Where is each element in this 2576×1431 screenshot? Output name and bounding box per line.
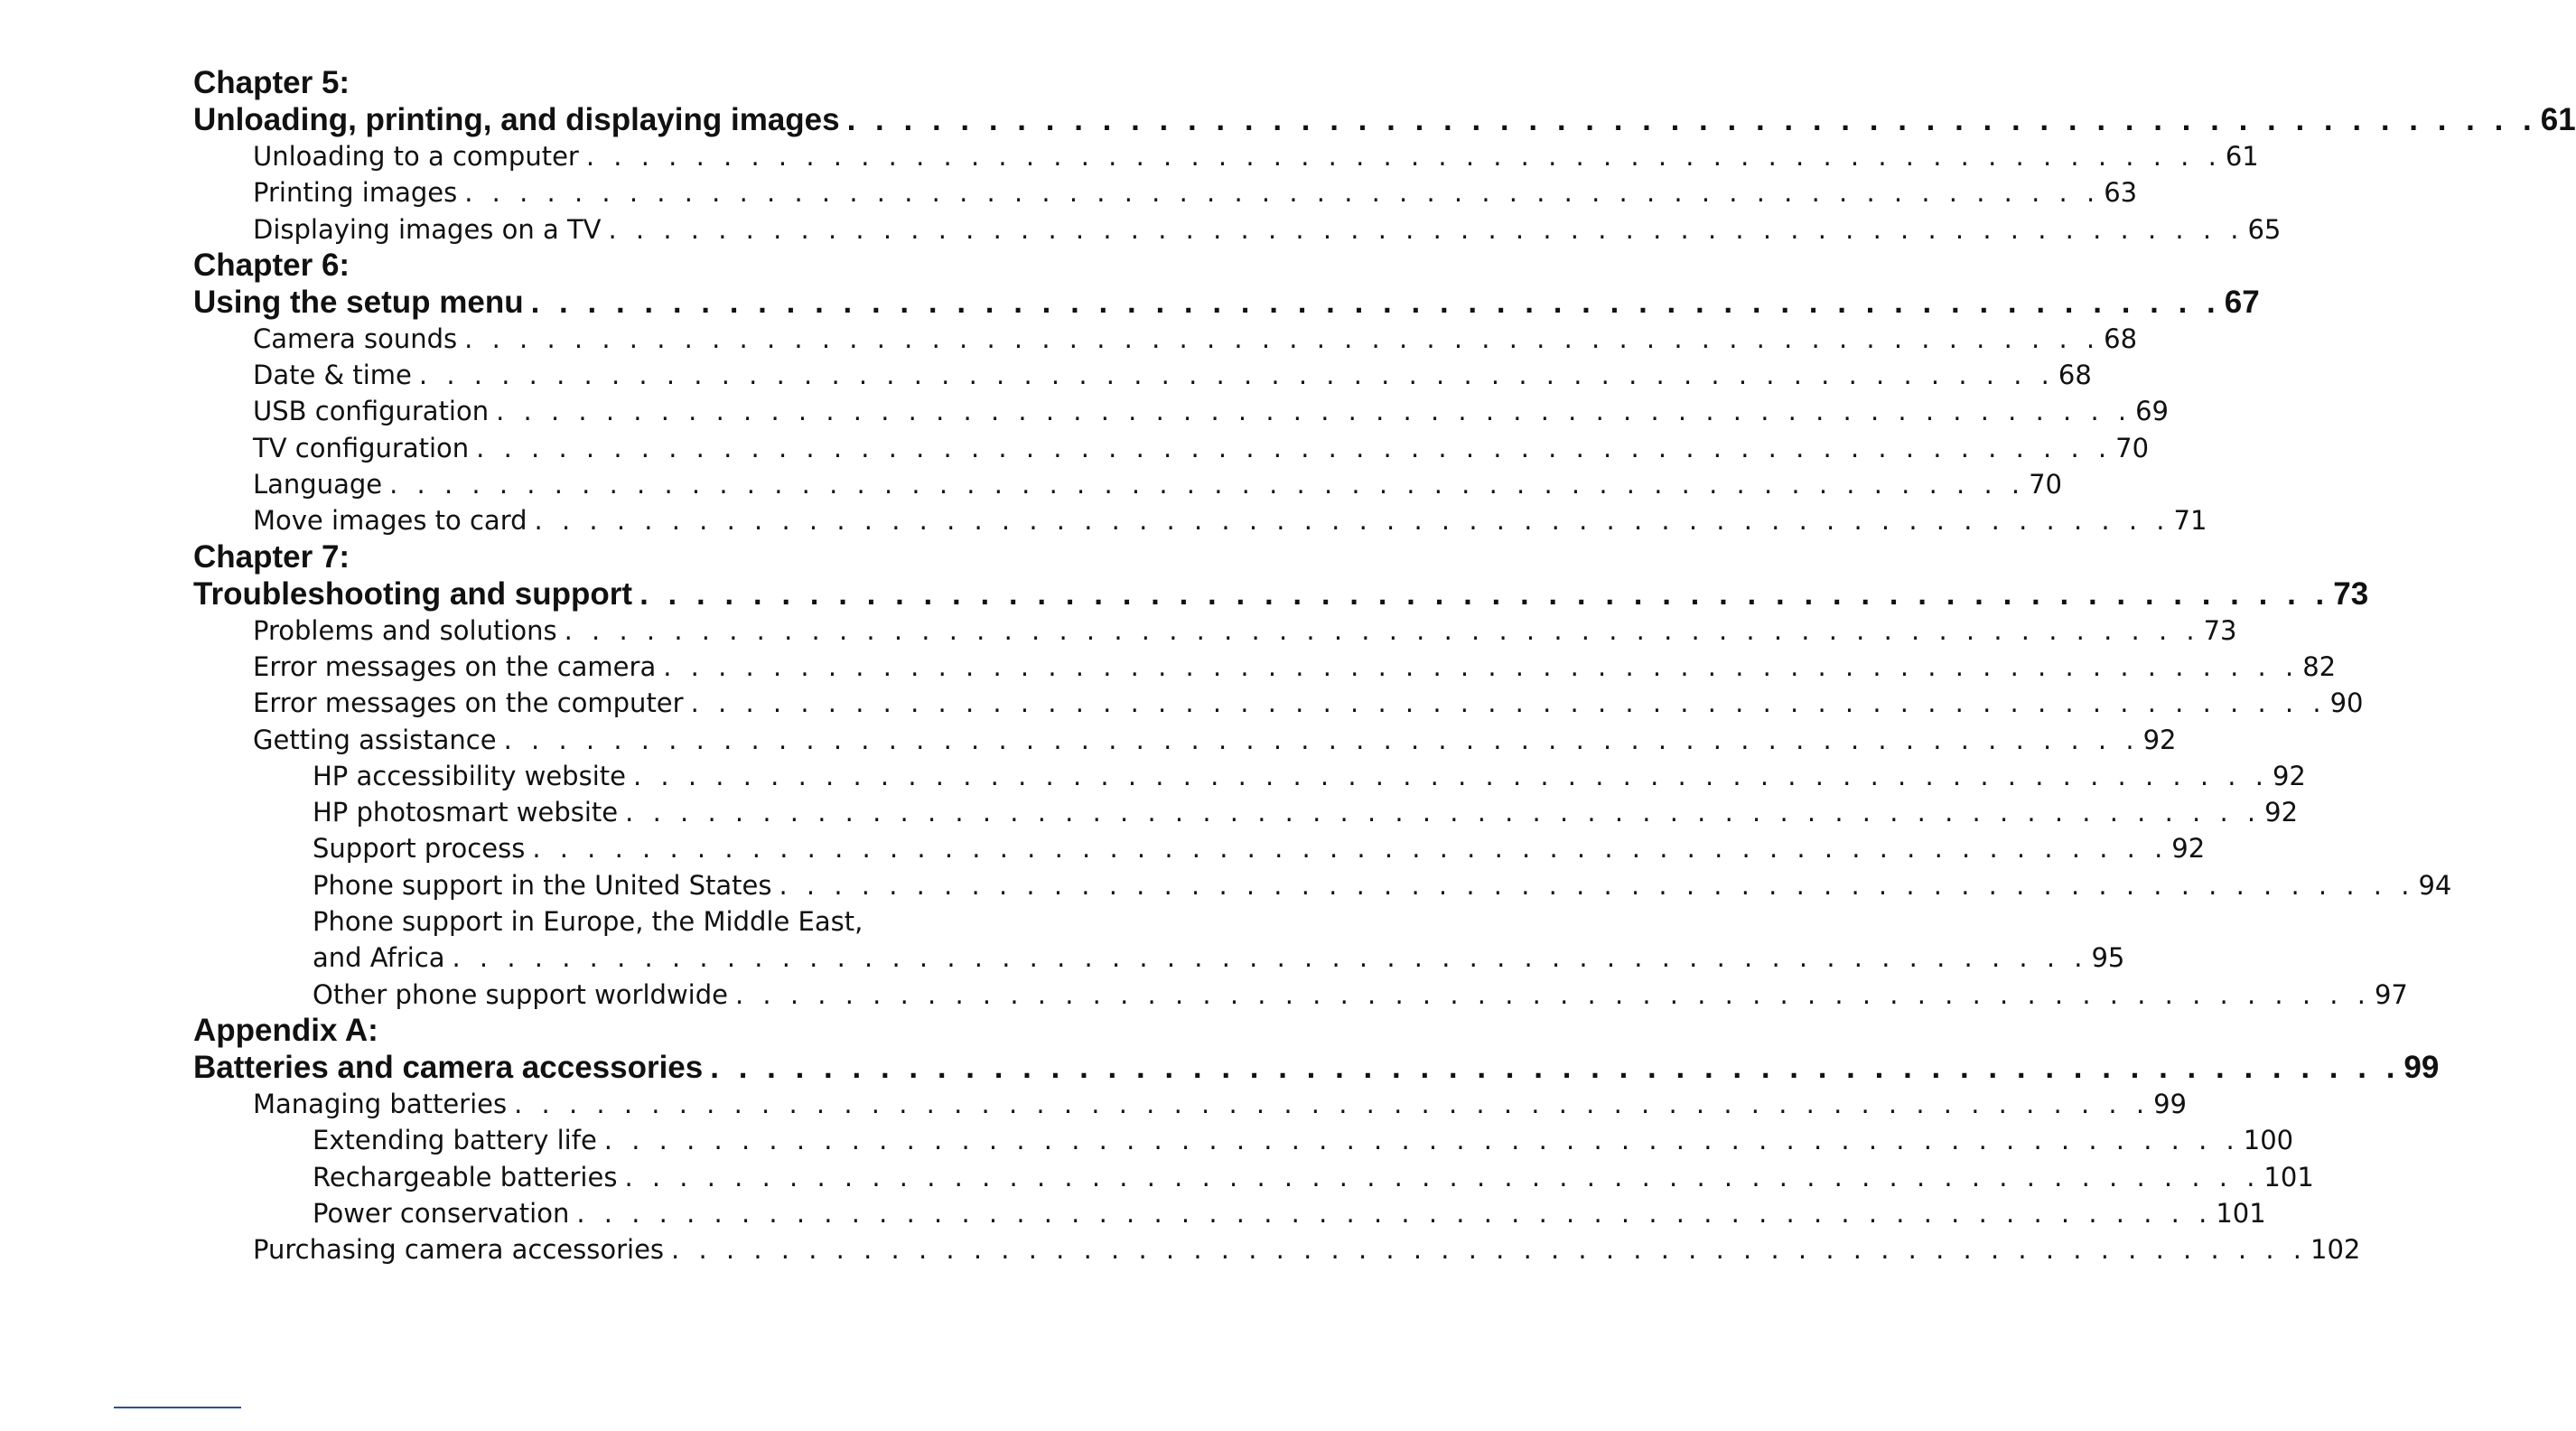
page-number: 73 [2333, 575, 2369, 612]
toc-subentry[interactable] [193, 1159, 2314, 1195]
entry-title: and Africa [313, 942, 445, 974]
chapter-label: Chapter 7: [193, 538, 350, 575]
page-number: 67 [2224, 284, 2260, 320]
entry-title-line[interactable]: Phone support in Europe, the Middle East, [313, 906, 863, 938]
entry-title: Power conservation [313, 1197, 570, 1229]
dot-leader: . . . . . . . . . . . . . . . . . . . . . . . . . . . . . . . . . . . . . . . . . . . . . . . . . . . . . . . . . . . . [452, 942, 2088, 974]
entry-title: Phone support in the United States [313, 869, 772, 901]
dot-leader: . . . . . . . . . . . . . . . . . . . . . . . . . . . . . . . . . . . . . . . . . . . . . . . . . . . . . . . . . . . . [690, 687, 2327, 719]
dot-leader: . . . . . . . . . . . . . . . . . . . . . . . . . . . . . . . . . . . . . . . . . . . . . . . . . . . . . . . . . . . . [418, 360, 2055, 391]
page-number: 69 [2135, 396, 2170, 427]
entry-title: Error messages on the computer [253, 687, 684, 719]
dot-leader: . . . . . . . . . . . . . . . . . . . . . . . . . . . . . . . . . . . . . . . . . . . . . . . . . . . . . . . . . . . . [585, 141, 2222, 172]
toc-chapter-entry[interactable] [193, 101, 2576, 138]
dot-leader: . . . . . . . . . . . . . . . . . . . . . . . . . . . . . . . . . . . . . . . . . . . . . . . . . . . . . . . . . . . . [710, 1049, 2401, 1085]
toc-subentry[interactable] [193, 830, 2206, 866]
page-number: 65 [2247, 213, 2282, 245]
dot-leader: . . . . . . . . . . . . . . . . . . . . . . . . . . . . . . . . . . . . . . . . . . . . . . . . . . . . . . . . . . . . [779, 869, 2415, 901]
toc-subentry[interactable] [193, 867, 2452, 903]
entry-title: Support process [313, 833, 526, 865]
toc-entry[interactable] [193, 321, 2138, 357]
toc-entry[interactable] [193, 174, 2138, 210]
page-number: 82 [2302, 650, 2337, 682]
toc-chapter-entry[interactable] [193, 1049, 2440, 1086]
entry-title: HP accessibility website [313, 760, 626, 791]
dot-leader: . . . . . . . . . . . . . . . . . . . . . . . . . . . . . . . . . . . . . . . . . . . . . . . . . . . . . . . . . . . . [639, 575, 2330, 612]
toc-chapter-entry[interactable] [193, 284, 2260, 321]
page-number: 95 [2091, 942, 2125, 974]
dot-leader: . . . . . . . . . . . . . . . . . . . . . . . . . . . . . . . . . . . . . . . . . . . . . . . . . . . . . . . . . . . . [476, 432, 2113, 463]
toc-entry[interactable] [193, 138, 2259, 174]
entry-title: Camera sounds [253, 323, 458, 354]
entry-title: Managing batteries [253, 1088, 508, 1119]
toc-entry[interactable] [193, 211, 2282, 248]
page-number: 71 [2173, 505, 2207, 537]
dot-leader: . . . . . . . . . . . . . . . . . . . . . . . . . . . . . . . . . . . . . . . . . . . . . . . . . . . . . . . . . . . . [503, 724, 2140, 755]
dot-leader: . . . . . . . . . . . . . . . . . . . . . . . . . . . . . . . . . . . . . . . . . . . . . . . . . . . . . . . . . . . . [671, 1234, 2308, 1266]
toc-entry[interactable] [193, 1231, 2361, 1267]
toc-subentry[interactable] [193, 1122, 2294, 1158]
dot-leader: . . . . . . . . . . . . . . . . . . . . . . . . . . . . . . . . . . . . . . . . . . . . . . . . . . . . . . . . . . . . [464, 177, 2101, 209]
footer-rule [114, 1407, 241, 1408]
page-number: 68 [2058, 360, 2092, 391]
dot-leader: . . . . . . . . . . . . . . . . . . . . . . . . . . . . . . . . . . . . . . . . . . . . . . . . . . . . . . . . . . . . [530, 284, 2221, 320]
toc-entry[interactable] [193, 502, 2207, 538]
dot-leader: . . . . . . . . . . . . . . . . . . . . . . . . . . . . . . . . . . . . . . . . . . . . . . . . . . . . . . . . . . . . [389, 469, 2026, 500]
dot-leader: . . . . . . . . . . . . . . . . . . . . . . . . . . . . . . . . . . . . . . . . . . . . . . . . . . . . . . . . . . . . [496, 396, 2133, 427]
dot-leader: . . . . . . . . . . . . . . . . . . . . . . . . . . . . . . . . . . . . . . . . . . . . . . . . . . . . . . . . . . . . [564, 614, 2200, 646]
toc-entry[interactable] [193, 393, 2170, 429]
entry-title: Extending battery life [313, 1125, 597, 1156]
chapter-title: Unloading, printing, and displaying images [193, 102, 840, 137]
page-number: 99 [2153, 1088, 2187, 1119]
dot-leader: . . . . . . . . . . . . . . . . . . . . . . . . . . . . . . . . . . . . . . . . . . . . . . . . . . . . . . . . . . . . [624, 1161, 2261, 1192]
page-number: 92 [2171, 833, 2206, 865]
dot-leader: . . . . . . . . . . . . . . . . . . . . . . . . . . . . . . . . . . . . . . . . . . . . . . . . . . . . . . . . . . . . [846, 102, 2537, 137]
dot-leader: . . . . . . . . . . . . . . . . . . . . . . . . . . . . . . . . . . . . . . . . . . . . . . . . . . . . . . . . . . . . [663, 650, 2300, 682]
entry-title: Move images to card [253, 505, 527, 537]
chapter-label: Chapter 6: [193, 247, 350, 283]
toc-entry[interactable] [193, 466, 2063, 502]
page-number: 92 [2264, 797, 2299, 828]
dot-leader: . . . . . . . . . . . . . . . . . . . . . . . . . . . . . . . . . . . . . . . . . . . . . . . . . . . . . . . . . . . . [632, 760, 2269, 791]
page-number: 92 [2272, 760, 2306, 791]
dot-leader: . . . . . . . . . . . . . . . . . . . . . . . . . . . . . . . . . . . . . . . . . . . . . . . . . . . . . . . . . . . . [464, 323, 2101, 354]
page-number: 61 [2225, 141, 2259, 172]
table-of-contents [193, 65, 2576, 1267]
page-number: 94 [2418, 869, 2452, 901]
chapter-label: Chapter 5: [193, 65, 350, 100]
dot-leader: . . . . . . . . . . . . . . . . . . . . . . . . . . . . . . . . . . . . . . . . . . . . . . . . . . . . . . . . . . . . [532, 833, 2169, 865]
entry-title: USB configuration [253, 396, 490, 427]
entry-title: Language [253, 469, 383, 500]
toc-entry[interactable] [193, 613, 2237, 649]
entry-title: Getting assistance [253, 724, 497, 755]
toc-entry[interactable] [193, 357, 2092, 393]
toc-subentry[interactable] [193, 977, 2408, 1013]
page-number: 97 [2374, 978, 2408, 1010]
entry-title: Displaying images on a TV [253, 213, 602, 245]
page-number: 102 [2310, 1234, 2361, 1266]
toc-entry[interactable] [193, 1086, 2187, 1122]
dot-leader: . . . . . . . . . . . . . . . . . . . . . . . . . . . . . . . . . . . . . . . . . . . . . . . . . . . . . . . . . . . . [734, 978, 2371, 1010]
chapter-title: Troubleshooting and support [193, 575, 633, 612]
toc-subentry[interactable] [193, 758, 2306, 794]
page-number: 99 [2403, 1049, 2440, 1085]
dot-leader: . . . . . . . . . . . . . . . . . . . . . . . . . . . . . . . . . . . . . . . . . . . . . . . . . . . . . . . . . . . . [625, 797, 2262, 828]
entry-title: Date & time [253, 360, 412, 391]
dot-leader: . . . . . . . . . . . . . . . . . . . . . . . . . . . . . . . . . . . . . . . . . . . . . . . . . . . . . . . . . . . . [514, 1088, 2151, 1119]
toc-subentry[interactable] [193, 940, 2125, 976]
page-number: 63 [2104, 177, 2138, 209]
entry-title: Error messages on the camera [253, 650, 657, 682]
dot-leader: . . . . . . . . . . . . . . . . . . . . . . . . . . . . . . . . . . . . . . . . . . . . . . . . . . . . . . . . . . . . [534, 505, 2170, 537]
dot-leader: . . . . . . . . . . . . . . . . . . . . . . . . . . . . . . . . . . . . . . . . . . . . . . . . . . . . . . . . . . . . [603, 1125, 2240, 1156]
entry-title: Printing images [253, 177, 458, 209]
page-number: 101 [2216, 1197, 2266, 1229]
toc-entry[interactable] [193, 685, 2364, 721]
entry-title: Unloading to a computer [253, 141, 579, 172]
toc-subentry[interactable] [193, 794, 2299, 830]
toc-entry[interactable] [193, 649, 2337, 685]
chapter-title: Using the setup menu [193, 284, 524, 320]
toc-entry[interactable] [193, 722, 2177, 758]
page-number: 100 [2243, 1125, 2294, 1156]
page-number: 70 [2115, 432, 2150, 463]
entry-title: TV configuration [253, 432, 470, 463]
page-number: 68 [2104, 323, 2138, 354]
page-number: 73 [2203, 614, 2237, 646]
entry-title: HP photosmart website [313, 797, 619, 828]
toc-chapter-entry[interactable] [193, 575, 2369, 613]
entry-title: Purchasing camera accessories [253, 1234, 665, 1266]
page-number: 70 [2029, 469, 2063, 500]
entry-title: Other phone support worldwide [313, 978, 728, 1010]
chapter-title: Batteries and camera accessories [193, 1049, 704, 1085]
entry-title: Rechargeable batteries [313, 1161, 618, 1192]
dot-leader: . . . . . . . . . . . . . . . . . . . . . . . . . . . . . . . . . . . . . . . . . . . . . . . . . . . . . . . . . . . . [608, 213, 2245, 245]
page-number: 101 [2263, 1161, 2314, 1192]
toc-subentry[interactable] [193, 1195, 2266, 1231]
entry-title: Problems and solutions [253, 614, 557, 646]
toc-entry[interactable] [193, 430, 2150, 466]
page-number: 61 [2540, 102, 2576, 137]
page-number: 92 [2142, 724, 2177, 755]
page-number: 90 [2329, 687, 2364, 719]
dot-leader: . . . . . . . . . . . . . . . . . . . . . . . . . . . . . . . . . . . . . . . . . . . . . . . . . . . . . . . . . . . . [576, 1197, 2213, 1229]
chapter-label: Appendix A: [193, 1012, 378, 1048]
